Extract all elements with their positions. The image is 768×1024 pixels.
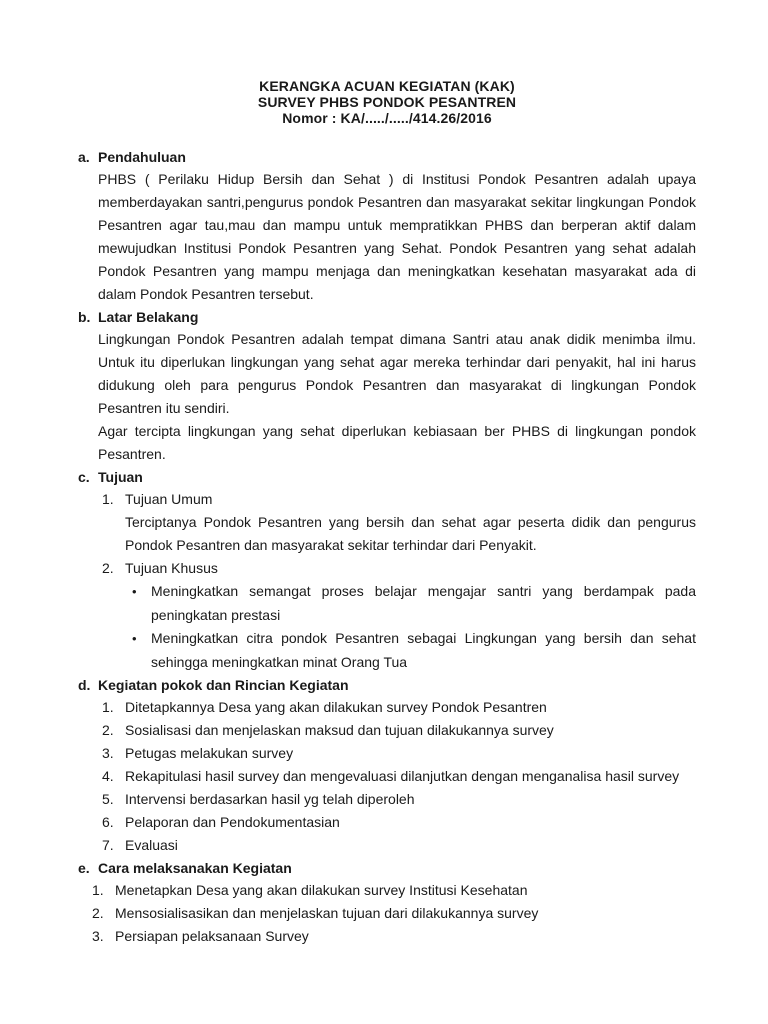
list-item-text: Mensosialisasikan dan menjelaskan tujuan dari dilakukannya survey	[115, 905, 539, 921]
section-d-letter: d.	[78, 677, 91, 693]
section-a-paragraph: PHBS ( Perilaku Hidup Bersih dan Sehat ) di Institusi Pondok Pesantren adalah upaya memberdayakan santri,pengurus pondok Pesantren dan masyarakat sekitar lingkungan Pondok Pesantren agar tau,mau dan mampu untuk mempratikkan PHBS dan berperan aktif dalam mewujudkan Institusi Pondok Pesantren yang Sehat. Pondok Pesantren yang sehat adalah Pondok Pesantren yang mampu menjaga dan meningkatkan kesehatan masyarakat ada di dalam Pondok Pesantren tersebut.	[98, 171, 696, 302]
bullet-icon: •	[132, 584, 137, 599]
list-number: 3.	[102, 745, 114, 761]
list-item-title: Tujuan Khusus	[125, 560, 218, 576]
list-number: 2.	[102, 560, 114, 576]
section-c-heading	[78, 466, 696, 488]
section-c-item-2	[78, 557, 696, 580]
list-item-text: Petugas melakukan survey	[125, 745, 294, 761]
bullet-icon: •	[132, 631, 137, 646]
list-number: 6.	[102, 814, 114, 830]
list-item-title: Tujuan Umum	[125, 491, 213, 507]
header-subtitle: SURVEY PHBS PONDOK PESANTREN	[257, 94, 517, 110]
bullet-text: Meningkatkan semangat proses belajar mengajar santri yang berdampak pada peningkatan prestasi	[151, 583, 696, 623]
list-item	[78, 765, 696, 788]
bullet-item	[78, 627, 696, 674]
list-number: 1.	[92, 882, 104, 898]
section-c-item-1	[78, 488, 696, 511]
list-item	[78, 696, 696, 719]
list-item	[78, 879, 696, 902]
list-number: 5.	[102, 791, 114, 807]
list-item	[78, 925, 696, 948]
list-item-text: Sosialisasi dan menjelaskan maksud dan tujuan dilakukannya survey	[125, 722, 554, 738]
section-e-heading	[78, 857, 696, 879]
list-item	[78, 811, 696, 834]
list-number: 4.	[102, 768, 114, 784]
list-item-text: Rekapitulasi hasil survey dan mengevaluasi dilanjutkan dengan menganalisa hasil survey	[125, 768, 680, 784]
list-item-text: Evaluasi	[125, 837, 178, 853]
section-b-title: Latar Belakang	[98, 309, 199, 325]
section-e-letter: e.	[78, 860, 90, 876]
header-title: KERANGKA ACUAN KEGIATAN (KAK)	[259, 78, 515, 94]
section-b-paragraph-1: Lingkungan Pondok Pesantren adalah tempat dimana Santri atau anak didik menimba ilmu. Untuk itu diperlukan lingkungan yang sehat agar mereka terhindar dari penyakit, hal ini harus didukung oleh para pengurus Pondok Pesantren dan masyarakat di lingkungan Pondok Pesantren itu sendiri.	[98, 331, 696, 416]
section-a-title: Pendahuluan	[98, 149, 186, 165]
document-header	[78, 78, 696, 126]
section-c-title: Tujuan	[98, 469, 143, 485]
section-d-heading	[78, 674, 696, 696]
list-number: 7.	[102, 837, 114, 853]
list-item	[78, 742, 696, 765]
list-number: 2.	[92, 905, 104, 921]
header-number: Nomor : KA/...../...../414.26/2016	[282, 110, 492, 126]
list-item-text: Pelaporan dan Pendokumentasian	[125, 814, 340, 830]
list-item-text: Ditetapkannya Desa yang akan dilakukan survey Pondok Pesantren	[125, 699, 547, 715]
list-item	[78, 788, 696, 811]
list-number: 1.	[102, 699, 114, 715]
document-body	[78, 146, 696, 948]
list-item-text: Menetapkan Desa yang akan dilakukan survey Institusi Kesehatan	[115, 882, 528, 898]
section-c-letter: c.	[78, 469, 90, 485]
section-a-heading	[78, 146, 696, 168]
section-c-item-1-text: Terciptanya Pondok Pesantren yang bersih dan sehat agar peserta didik dan pengurus Pondok Pesantren dan masyarakat sekitar terhindar dari Penyakit.	[125, 514, 696, 553]
list-item-text: Persiapan pelaksanaan Survey	[115, 928, 309, 944]
list-number: 1.	[102, 491, 114, 507]
list-item	[78, 902, 696, 925]
list-item-text: Intervensi berdasarkan hasil yg telah diperoleh	[125, 791, 415, 807]
section-b-paragraph-2: Agar tercipta lingkungan yang sehat diperlukan kebiasaan ber PHBS di lingkungan pondok Pesantren.	[98, 423, 696, 462]
list-item	[78, 834, 696, 857]
list-item	[78, 719, 696, 742]
section-a-letter: a.	[78, 149, 90, 165]
section-e-title: Cara melaksanakan Kegiatan	[98, 860, 292, 876]
bullet-text: Meningkatkan citra pondok Pesantren sebagai Lingkungan yang bersih dan sehat sehingga meningkatkan minat Orang Tua	[151, 630, 696, 670]
section-b-heading	[78, 306, 696, 328]
bullet-item	[78, 580, 696, 627]
section-d-title: Kegiatan pokok dan Rincian Kegiatan	[98, 677, 349, 693]
section-b-letter: b.	[78, 309, 91, 325]
list-number: 3.	[92, 928, 104, 944]
list-number: 2.	[102, 722, 114, 738]
